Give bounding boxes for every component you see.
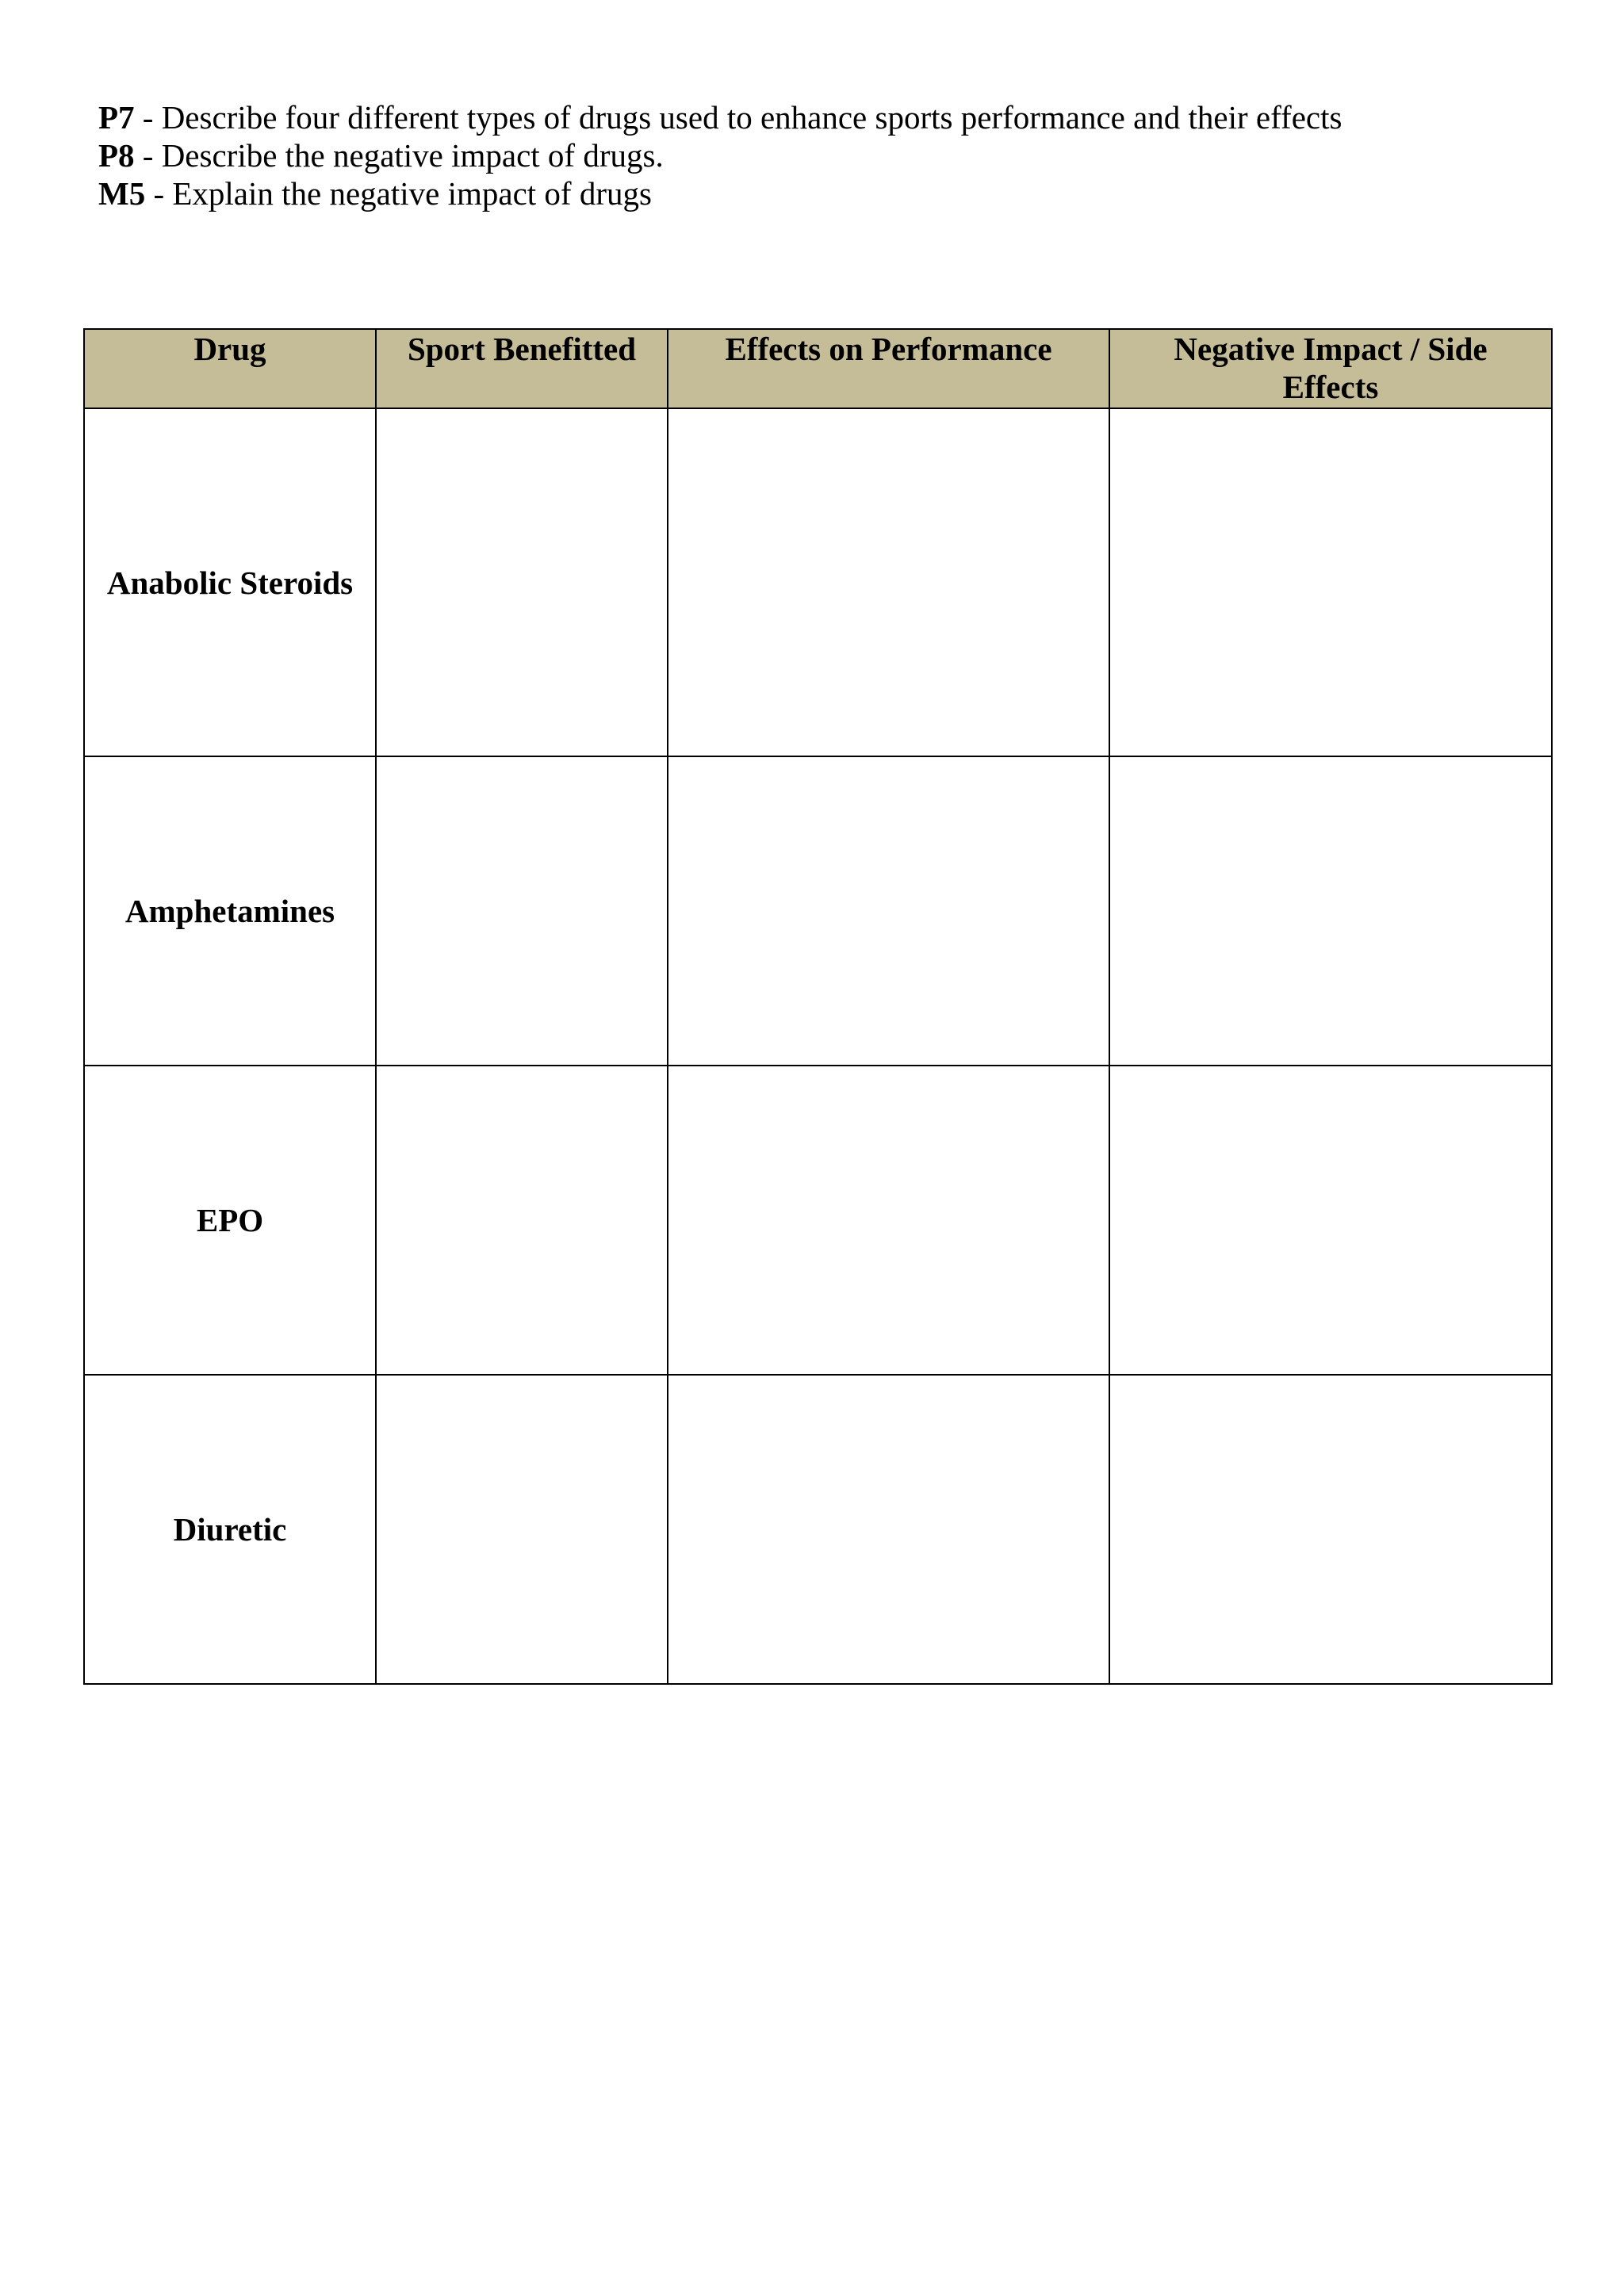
table-row (84, 1066, 1552, 1375)
header-sport-benefitted: Sport Benefitted (376, 329, 668, 408)
sport-benefitted-cell[interactable] (376, 756, 668, 1066)
effects-on-performance-cell[interactable] (668, 1375, 1109, 1684)
effects-on-performance-cell[interactable] (668, 408, 1109, 756)
negative-impact-cell[interactable] (1109, 408, 1552, 756)
criteria-code: P8 (98, 137, 135, 174)
effects-on-performance-cell[interactable] (668, 756, 1109, 1066)
header-negative-impact: Negative Impact / Side Effects (1109, 329, 1552, 408)
negative-impact-cell[interactable] (1109, 756, 1552, 1066)
drug-name-cell: Diuretic (84, 1375, 376, 1684)
criteria-code: P7 (98, 99, 135, 136)
criteria-line-p7 (98, 98, 1589, 136)
drug-name-cell: Amphetamines (84, 756, 376, 1066)
criteria-line-p8 (98, 136, 1589, 174)
effects-on-performance-cell[interactable] (668, 1066, 1109, 1375)
table-row (84, 756, 1552, 1066)
criteria-text: - Describe the negative impact of drugs. (134, 137, 664, 174)
table-header-row (84, 329, 1552, 408)
sport-benefitted-cell[interactable] (376, 1375, 668, 1684)
criteria-line-m5 (98, 174, 1589, 212)
drug-name-cell: EPO (84, 1066, 376, 1375)
drug-name-cell: Anabolic Steroids (84, 408, 376, 756)
criteria-code: M5 (98, 175, 146, 212)
table-row (84, 408, 1552, 756)
header-drug: Drug (84, 329, 376, 408)
assessment-criteria (98, 98, 1589, 212)
sport-benefitted-cell[interactable] (376, 1066, 668, 1375)
drugs-worksheet-table (83, 328, 1553, 1685)
negative-impact-cell[interactable] (1109, 1066, 1552, 1375)
sport-benefitted-cell[interactable] (376, 408, 668, 756)
criteria-text: - Describe four different types of drugs used to enhance sports performance and their effects (134, 99, 1342, 136)
header-effects-on-performance: Effects on Performance (668, 329, 1109, 408)
negative-impact-cell[interactable] (1109, 1375, 1552, 1684)
criteria-text: - Explain the negative impact of drugs (145, 175, 652, 212)
table-row (84, 1375, 1552, 1684)
